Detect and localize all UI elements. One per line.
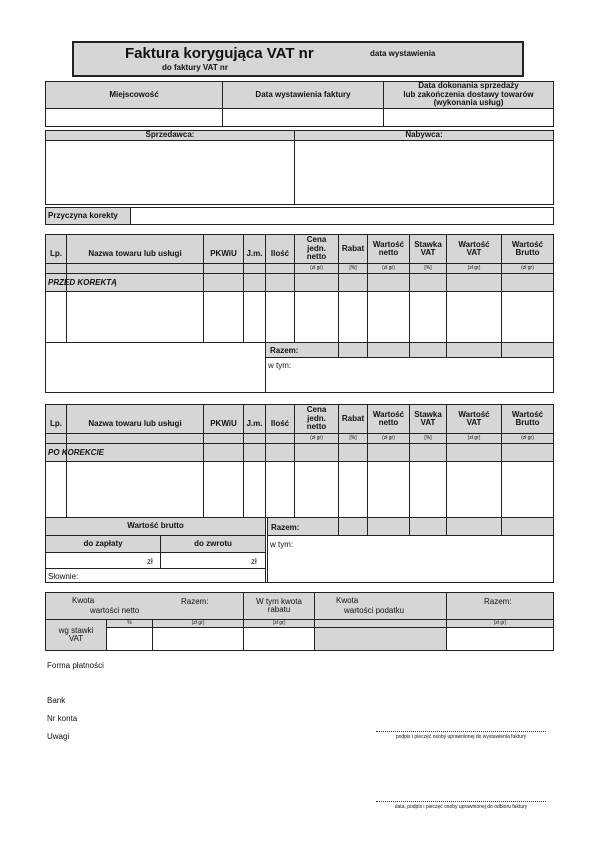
unit-price-2: (zł gr) — [310, 434, 323, 441]
after-items-area[interactable] — [67, 462, 203, 517]
col-price-2: Cena jedn. netto — [306, 405, 327, 432]
col-lp: Lp. — [50, 248, 62, 258]
issuer-signature-caption: podpis i pieczęć osoby uprawnionej do wystawienia faktury — [395, 734, 527, 740]
before-items-area[interactable] — [67, 292, 203, 342]
sale-date-field[interactable] — [384, 109, 553, 126]
net-total-label: Razem: — [181, 597, 209, 606]
tax-total-label: Razem: — [484, 597, 512, 606]
receiver-signature-line[interactable] — [376, 801, 546, 802]
before-total-label: Razem: — [270, 346, 299, 355]
issue-date-header: Data wystawienia faktury — [255, 89, 351, 99]
net-amount-label: Kwota wartości netto — [72, 596, 140, 615]
col-price: Cena jedn. netto — [306, 235, 327, 262]
to-pay-currency: zł — [147, 557, 153, 566]
issue-date-label: data wystawienia — [370, 49, 436, 58]
payment-form-label: Forma płatności — [47, 661, 104, 670]
gross-value-label: Wartość brutto — [127, 521, 184, 531]
col-lp-2: Lp. — [50, 418, 62, 428]
col-gross-2: Wartość Brutto — [511, 409, 544, 427]
unit-gross-2: (zł gr) — [521, 434, 534, 441]
col-gross: Wartość Brutto — [511, 239, 544, 257]
by-rate-label: wg stawki VAT — [58, 625, 94, 643]
col-name-2: Nazwa towaru lub usługi — [88, 418, 182, 428]
unit-vat-rate: [%] — [424, 264, 432, 271]
unit-vat-2: (zł gr) — [467, 434, 481, 441]
unit-gross: (zł gr) — [521, 264, 534, 271]
unit-net: (zł gr) — [382, 264, 395, 271]
place-label: Miejscowość — [109, 89, 159, 99]
col-pkwiu: PKWiU — [210, 248, 237, 258]
invoice-subtitle: do faktury VAT nr — [162, 63, 228, 72]
before-including-label: w tym: — [268, 361, 292, 370]
col-vat: Wartość VAT — [458, 239, 490, 257]
unit-vat-rate-2: [%] — [424, 434, 432, 441]
to-pay-label: do zapłaty — [83, 538, 123, 548]
col-jm-2: J.m. — [246, 418, 263, 428]
tax-amount-label: Kwota wartości podatku — [336, 596, 405, 615]
col-discount-2: Rabat — [341, 413, 365, 423]
place-field[interactable] — [46, 109, 222, 126]
col-net-2: Wartość netto — [372, 409, 405, 427]
col-jm: J.m. — [246, 248, 263, 258]
unit-discount: [%] — [349, 264, 357, 271]
col-name: Nazwa towaru lub usługi — [88, 248, 182, 258]
unit-discount-2: [%] — [349, 434, 357, 441]
discount-amount-label: W tym kwota rabatu — [256, 596, 302, 614]
account-number-label: Nr konta — [47, 714, 78, 723]
summary-unit-discount: (zł gr) — [272, 619, 286, 626]
issuer-signature-line[interactable] — [376, 731, 546, 732]
in-words-label: Słownie: — [48, 572, 79, 581]
after-section-label: PO KOREKCIE — [48, 448, 105, 457]
remarks-label: Uwagi — [47, 732, 70, 741]
after-total-label: Razem: — [271, 523, 300, 532]
buyer-label: Nabywca: — [405, 130, 443, 140]
invoice-title: Faktura korygująca VAT nr — [125, 45, 314, 62]
unit-vat: (zł gr) — [467, 264, 481, 271]
reason-field[interactable] — [131, 208, 553, 224]
col-net: Wartość netto — [372, 239, 405, 257]
seller-field[interactable] — [46, 141, 294, 204]
col-qty-2: Ilość — [270, 418, 290, 428]
col-qty: Ilość — [270, 248, 290, 258]
buyer-field[interactable] — [295, 141, 553, 204]
col-vat-2: Wartość VAT — [458, 409, 490, 427]
unit-net-2: (zł gr) — [382, 434, 395, 441]
to-refund-currency: zł — [251, 557, 257, 566]
seller-label: Sprzedawca: — [145, 130, 195, 140]
summary-unit-net: (zł gr) — [191, 619, 205, 626]
summary-unit-tax: (zł gr) — [493, 619, 507, 626]
to-refund-label: do zwrotu — [194, 538, 232, 548]
reason-label: Przyczyna korekty — [48, 211, 118, 220]
receiver-signature-caption: data, podpis i pieczęć osoby uprawnionej do odbioru faktury — [394, 804, 528, 810]
bank-label: Bank — [47, 696, 66, 705]
col-vat-rate-2: Stawka VAT — [414, 409, 442, 427]
before-section-label: PRZED KOREKTĄ — [48, 278, 117, 287]
after-including-label: w tym: — [270, 540, 294, 549]
issue-date-field[interactable] — [223, 109, 383, 126]
summary-pct-unit: % — [127, 619, 132, 626]
unit-price: (zł gr) — [310, 264, 323, 271]
col-discount: Rabat — [341, 243, 365, 253]
col-vat-rate: Stawka VAT — [414, 239, 442, 257]
sale-date-header: Data dokonania sprzedaży lub zakończenia dostawy towarów (wykonania usług) — [403, 81, 534, 108]
col-pkwiu-2: PKWiU — [210, 418, 237, 428]
